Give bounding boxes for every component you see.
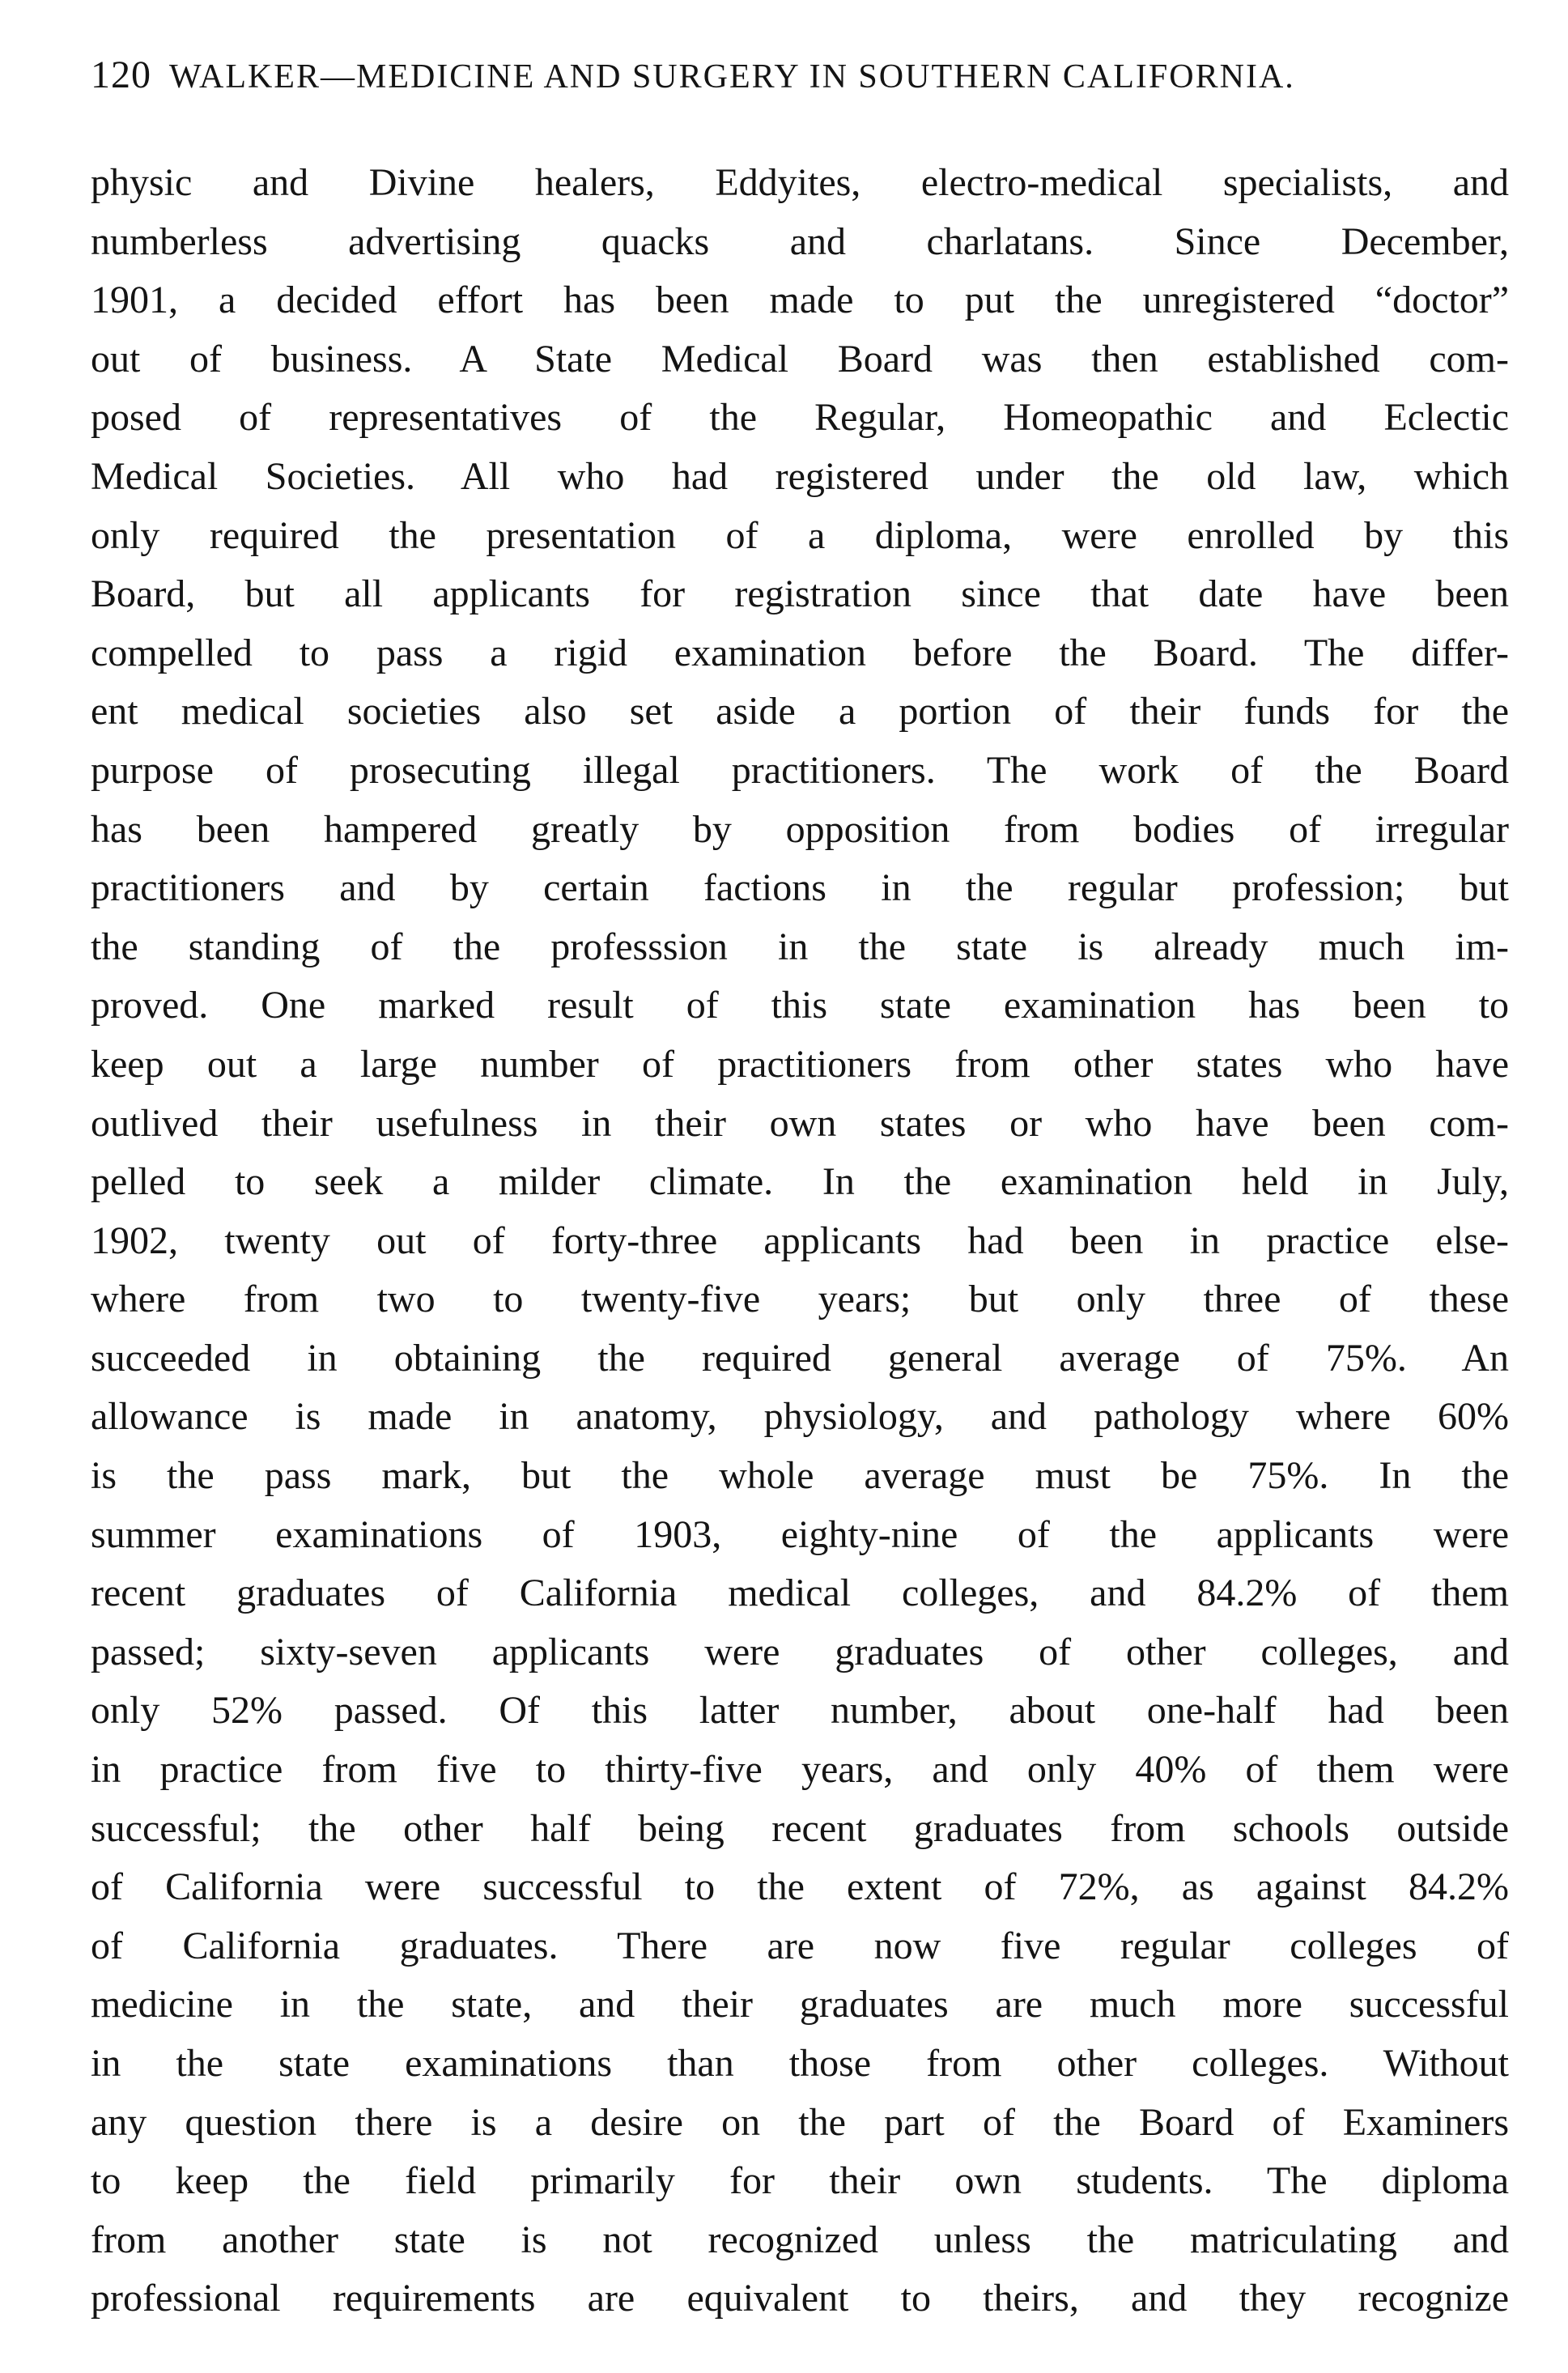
text-line: in the state examinations than those from other colleges. Without: [91, 2042, 1509, 2085]
text-line: to keep the field primarily for their own students. The diploma: [91, 2159, 1509, 2203]
text-line: compelled to pass a rigid examination before the Board. The differ-: [91, 631, 1509, 674]
text-line: passed; sixty-seven applicants were graduates of other colleges, and: [91, 1630, 1509, 1673]
text-line: pelled to seek a milder climate. In the examination held in July,: [91, 1160, 1509, 1204]
text-line: outlived their usefulness in their own states or who have been com-: [91, 1101, 1509, 1145]
text-line: recent graduates of California medical colleges, and 84.2% of them: [91, 1571, 1509, 1615]
text-line: purpose of prosecuting illegal practitioners. The work of the Board: [91, 748, 1509, 792]
text-line: succeeded in obtaining the required general average of 75%. An: [91, 1336, 1509, 1380]
body-paragraph: [91, 154, 1509, 2328]
text-line: summer examinations of 1903, eighty-nine of the applicants were: [91, 1512, 1509, 1556]
text-line: keep out a large number of practitioners from other states who have: [91, 1042, 1509, 1086]
running-head: [91, 47, 1499, 104]
page-number: 120: [91, 53, 151, 96]
text-line: the standing of the professsion in the state is already much im-: [91, 925, 1509, 968]
running-title: WALKER—MEDICINE AND SURGERY IN SOUTHERN CALIFORNIA.: [169, 58, 1295, 96]
text-line: successful; the other half being recent graduates from schools outside: [91, 1806, 1509, 1850]
text-line: ent medical societies also set aside a portion of their funds for the: [91, 690, 1509, 734]
text-line: Medical Societies. All who had registered under the old law, which: [91, 454, 1509, 498]
text-line: only 52% passed. Of this latter number, about one-half had been: [91, 1689, 1509, 1733]
text-line: medicine in the state, and their graduates are much more successful: [91, 1983, 1509, 2026]
text-line: numberless advertising quacks and charlatans. Since December,: [91, 219, 1509, 263]
text-line: where from two to twenty-five years; but only three of these: [91, 1278, 1509, 1321]
text-line: has been hampered greatly by opposition from bodies of irregular: [91, 807, 1509, 851]
text-line: in practice from five to thirty-five years, and only 40% of them were: [91, 1748, 1509, 1792]
text-line: allowance is made in anatomy, physiology, and pathology where 60%: [91, 1395, 1509, 1439]
text-line: posed of representatives of the Regular, Homeopathic and Eclectic: [91, 396, 1509, 440]
text-line: Board, but all applicants for registration since that date have been: [91, 572, 1509, 616]
text-line: 1902, twenty out of forty-three applicants had been in practice else-: [91, 1218, 1509, 1262]
text-line: only required the presentation of a diploma, were enrolled by this: [91, 513, 1509, 557]
text-line: of California graduates. There are now five regular colleges of: [91, 1924, 1509, 1967]
text-line: physic and Divine healers, Eddyites, electro-medical specialists, and: [91, 161, 1509, 204]
text-line: of California were successful to the extent of 72%, as against 84.2%: [91, 1865, 1509, 1909]
text-line: professional requirements are equivalent to theirs, and they recognize: [91, 2277, 1509, 2320]
text-line: 1901, a decided effort has been made to put the unregistered “doctor”: [91, 279, 1509, 322]
text-line: is the pass mark, but the whole average must be 75%. In the: [91, 1454, 1509, 1498]
text-line: from another state is not recognized unless the matriculating and: [91, 2218, 1509, 2261]
text-line: proved. One marked result of this state examination has been to: [91, 984, 1509, 1027]
text-line: out of business. A State Medical Board was then established com-: [91, 337, 1509, 381]
text-line: practitioners and by certain factions in the regular profession; but: [91, 866, 1509, 910]
text-line: any question there is a desire on the part of the Board of Examiners: [91, 2100, 1509, 2144]
